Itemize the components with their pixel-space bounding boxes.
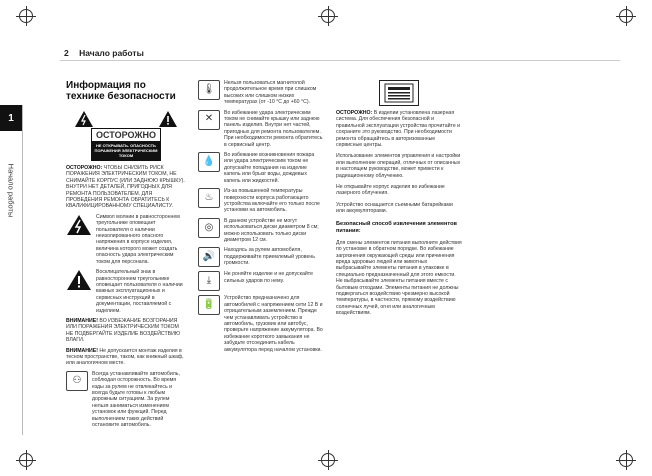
registration-mark xyxy=(321,9,335,23)
safety-item: 💧 Во избежание возникновения пожара или удара электрическим током не допускайте попадания на изделие капель или брызг воды, дождевых капель или жидкостей. xyxy=(198,152,324,184)
water-drop-icon: 💧 xyxy=(198,152,220,172)
battery-removal-title: Безопасный способ извлечения элементов питания: xyxy=(336,220,457,234)
registration-mark xyxy=(619,453,633,467)
registration-mark xyxy=(321,453,335,467)
caution-box xyxy=(91,128,161,161)
hot-surface-icon: ♨ xyxy=(198,188,220,208)
section-title: Начало работы xyxy=(79,48,144,58)
safety-item: ✕ Во избежание удара электрическим током не снимайте крышку или заднюю панель изделия. Внутри нет частей, пригодных для ремонта пользователем. При необходимости ремонта обратитесь в сервисный центр. xyxy=(198,110,324,148)
safety-item: 🌡 Нельзя пользоваться магнитолой продолжительное время при слишком высоких или слишком низких температурах (от -10 °С до +60 °С). xyxy=(198,80,324,106)
caution-subtitle: НЕ ОТКРЫВАТЬ. ОПАСНОСТЬ ПОРАЖЕНИЯ ЭЛЕКТРИЧЕСКИМ ТОКОМ xyxy=(92,141,160,160)
exclamation-description: Восклицательный знак в равностороннем треугольнике оповещает пользователя о наличии важных эксплуатационных и сервисных инструкций в документации, поставляемой с изделием. xyxy=(66,269,186,314)
laser-caution: ОСТОРОЖНО: В изделии установлена лазерная система. Для обеспечения безопасной и правильной эксплуатации устройства прочитайте и сохраните это руководство. При необходимости ремонта обращайтесь в авторизованные сервисные центры. xyxy=(336,110,461,149)
warning-moisture: ВНИМАНИЕ! ВО ИЗБЕЖАНИЕ ВОЗГОРАНИЯ ИЛИ ПОРАЖЕНИЯ ЭЛЕКТРИЧЕСКИМ ТОКОМ НЕ ПОДВЕРГАЙТЕ ИЗДЕЛИЕ ВОЗДЕЙСТВИЮ ВЛАГИ. xyxy=(66,317,181,344)
volume-icon: 🔊 xyxy=(198,247,220,267)
drop-impact-icon: ⤓ xyxy=(198,271,220,291)
lightning-warning-icon xyxy=(66,214,92,236)
laser-label-icon xyxy=(379,80,419,106)
page-header xyxy=(64,48,144,58)
side-tab-label: Начало работы xyxy=(6,163,16,217)
safety-item: 🔋 Устройство предназначено для автомобилей с напряжением сети 12 В и отрицательным заземлением. Прежде чем устанавливать устройство в автомобиль, грузовик или автобус, проверьте напряжение аккумулятора. Во избежание короткого замыкания не забудьте отсоединить кабель аккумулятора перед началом установки. xyxy=(198,295,324,353)
disc-icon: ◎ xyxy=(198,218,220,238)
registration-mark xyxy=(19,453,33,467)
exclamation-warning-icon xyxy=(66,269,92,291)
safety-item: ⤓ Не роняйте изделие и не допускайте сильных ударов по нему. xyxy=(198,271,324,291)
caution-paragraph: ОСТОРОЖНО: ЧТОБЫ СНИЗИТЬ РИСК ПОРАЖЕНИЯ ЭЛЕКТРИЧЕСКИМ ТОКОМ, НЕ СНИМАЙТЕ КОРПУС (ИЛИ ЗАДНЮЮ КРЫШКУ). ВНУТРИ НЕТ ДЕТАЛЕЙ, ПРИГОДНЫХ ДЛЯ РЕМОНТА ПОЛЬЗОВАТЕЛЕМ. ДЛЯ ПРОВЕДЕНИЯ РЕМОНТА ОБРАТИТЕСЬ К КВАЛИФИЦИРОВАННОМУ СПЕЦИАЛИСТУ. xyxy=(66,165,185,210)
side-divider xyxy=(22,105,23,435)
controls-warning: Использование элементов управления и настройки или выполнение операций, отличных от описанных в настоящем руководстве, может привести к радиационному облучению. xyxy=(336,153,461,179)
screwdriver-icon: ✕ xyxy=(198,110,220,130)
thermometer-icon: 🌡 xyxy=(198,80,220,100)
driving-safety: ⚇ Всегда устанавливайте автомобиль, соблюдая осторожность. Во время езды за рулем не отвлекайтесь и всегда будьте готовы к любым дорожным ситуациям. За рулем нельзя заниматься изменением установок или функций. Перед выполнением таких действий остановите автомобиль. xyxy=(66,371,186,429)
column-2 xyxy=(198,80,324,353)
column-3 xyxy=(336,80,462,317)
caution-title: ОСТОРОЖНО xyxy=(96,130,156,140)
registration-mark xyxy=(619,9,633,23)
battery-car-icon: 🔋 xyxy=(198,295,220,315)
registration-mark xyxy=(19,9,33,23)
side-tab-number: 1 xyxy=(0,105,22,131)
warning-installation: ВНИМАНИЕ! Не допускается монтаж изделия в тесном пространстве, таком, как книжный шкаф, или аналогичном месте. xyxy=(66,347,184,367)
battery-removal-text: Для смены элементов питания выполните действия по установке в обратном порядке. Во избежание загрязнения окружающей среды или причинения вреда здоровью людей или животных выбрасывайте элементы питания в упаковке в специально предназначенный для этого емкости. Не выбрасывайте элементы питания вместе с бытовым отходами. Элементы питания не должны подвергаться воздействию чрезмерно высокой температуры, в частности, прямому воздействию солнечных лучей, огня или аналогичным воздействиям. xyxy=(336,239,462,317)
lightning-warning-icon xyxy=(74,110,94,128)
caution-symbols xyxy=(74,110,178,128)
page-number: 2 xyxy=(64,48,69,58)
battery-note: Устройство оснащается съемными батарейками или аккумуляторами. xyxy=(336,201,453,215)
laser-warning: Не открывайте корпус изделия во избежание лазерного облучения. xyxy=(336,184,445,197)
header-divider xyxy=(60,60,620,61)
safety-item: 🔊 Находясь за рулем автомобиля, поддерживайте приемлемый уровень громкости. xyxy=(198,247,324,267)
exclamation-warning-icon xyxy=(158,110,178,128)
page-title: Информация по технике безопасности xyxy=(66,80,176,102)
safety-item: ♨ Из-за повышенной температуры поверхности корпуса работающего устройства включайте его только после установки на автомобиль. xyxy=(198,188,324,214)
column-1 xyxy=(66,80,186,428)
safety-item: ◎ В данном устройстве не могут использоваться диски диаметром 8 см; можно использовать только диски диаметром 12 см. xyxy=(198,218,324,244)
lightning-description: Символ молнии в равностороннем треугольнике оповещает пользователя о наличии неизолированного опасного напряжения в корпусе изделия, величина которого может создать опасность удара электрическим током для персонала. xyxy=(66,214,186,265)
car-steering-icon: ⚇ xyxy=(66,371,88,391)
